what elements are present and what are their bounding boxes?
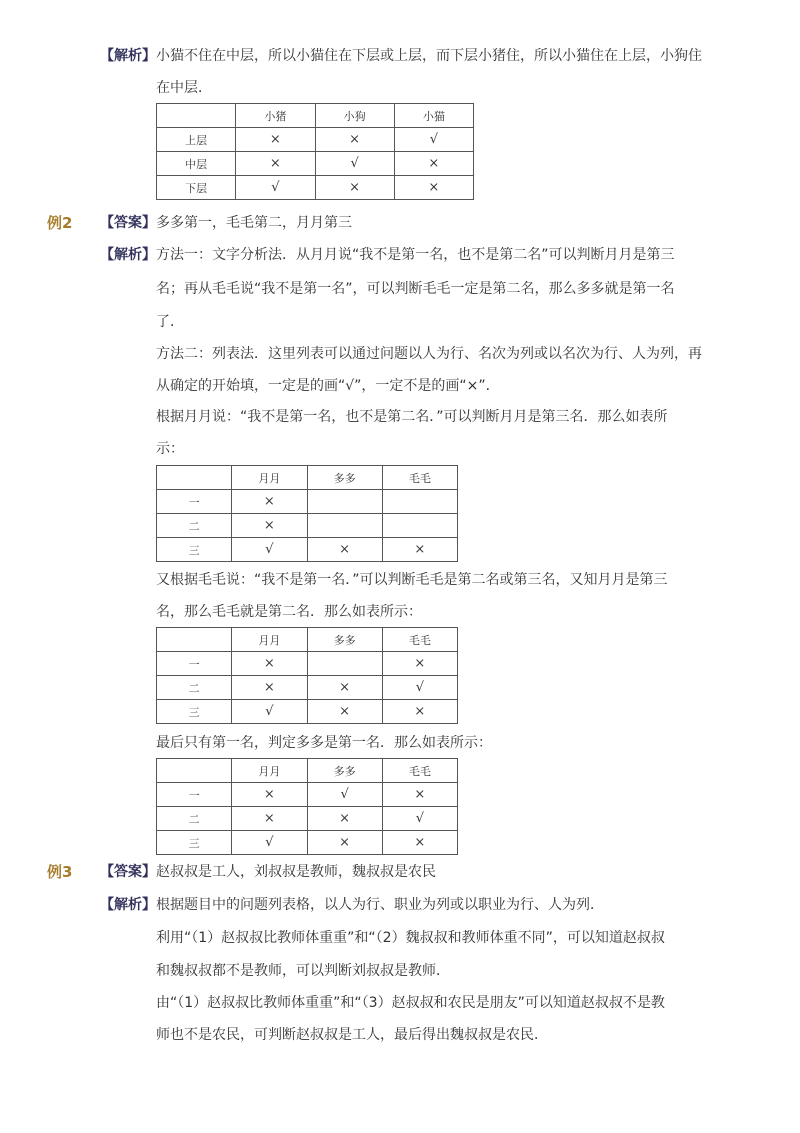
table-cell: × <box>307 676 382 700</box>
analysis-line: 和魏叔叔都不是教师，可以判断刘叔叔是教师． <box>156 963 450 979</box>
answer-text: 赵叔叔是工人，刘叔叔是教师，魏叔叔是农民 <box>156 864 436 880</box>
table-cell <box>157 466 232 490</box>
row-header-cell: 三 <box>157 831 232 855</box>
table-cell: × <box>232 783 307 807</box>
analysis-line: 名；再从毛毛说“我不是第一名”，可以判断毛毛一定是第二名，那么多多就是第一名 <box>156 281 675 297</box>
table-cell: √ <box>394 128 473 152</box>
table-header-cell: 毛毛 <box>382 628 457 652</box>
table-cell: × <box>232 490 307 514</box>
example-label: 例2 <box>47 214 73 232</box>
row-header-cell: 一 <box>157 490 232 514</box>
row-header-cell: 二 <box>157 807 232 831</box>
table-header-row <box>157 628 458 652</box>
analysis-line: 了． <box>156 314 184 330</box>
analysis-line: 利用“（1）赵叔叔比教师体重重”和“（2）魏叔叔和教师体重不同”，可以知道赵叔叔 <box>156 930 665 946</box>
table-cell: × <box>394 152 473 176</box>
table-row <box>157 652 458 676</box>
table-floors <box>156 103 474 200</box>
table-row <box>157 152 474 176</box>
row-header-cell: 上层 <box>157 128 236 152</box>
table-cell: √ <box>382 807 457 831</box>
analysis-line: 又根据毛毛说：“我不是第一名．”可以判断毛毛是第二名或第三名，又知月月是第三 <box>156 572 668 588</box>
table-header-cell: 多多 <box>307 759 382 783</box>
table-ranking-step2 <box>156 627 458 724</box>
answer-tag: 【答案】 <box>100 215 156 231</box>
table-header-cell: 小猫 <box>394 104 473 128</box>
table-cell: √ <box>236 176 315 200</box>
analysis-line: 名，那么毛毛就是第二名．那么如表所示： <box>156 604 422 620</box>
analysis-line: 根据月月说：“我不是第一名，也不是第二名．”可以判断月月是第三名．那么如表所 <box>156 409 668 425</box>
table-header-row <box>157 466 458 490</box>
analysis-line: 在中层． <box>156 80 212 96</box>
table-header-cell: 毛毛 <box>382 759 457 783</box>
table-cell: × <box>315 128 394 152</box>
table-cell: √ <box>315 152 394 176</box>
row-header-cell: 中层 <box>157 152 236 176</box>
row-header-cell: 二 <box>157 514 232 538</box>
table-cell: √ <box>382 676 457 700</box>
analysis-tag: 【解析】 <box>100 48 156 64</box>
table-cell <box>307 490 382 514</box>
table-row <box>157 676 458 700</box>
row-header-cell: 一 <box>157 652 232 676</box>
table-header-cell: 多多 <box>307 466 382 490</box>
table-cell: × <box>232 514 307 538</box>
analysis-line: 方法二：列表法．这里列表可以通过问题以人为行、名次为列或以名次为行、人为列，再 <box>156 346 702 362</box>
answer-text: 多多第一，毛毛第二，月月第三 <box>156 215 352 231</box>
table-cell: × <box>236 152 315 176</box>
table-row <box>157 128 474 152</box>
analysis-line: 师也不是农民，可判断赵叔叔是工人，最后得出魏叔叔是农民． <box>156 1027 548 1043</box>
analysis-tag: 【解析】 <box>100 897 156 913</box>
table-cell <box>157 104 236 128</box>
table-header-cell: 多多 <box>307 628 382 652</box>
table-row <box>157 490 458 514</box>
table-cell: × <box>232 676 307 700</box>
table-cell: × <box>382 700 457 724</box>
table-cell: √ <box>232 700 307 724</box>
table-cell: × <box>382 652 457 676</box>
analysis-line: 由“（1）赵叔叔比教师体重重”和“（3）赵叔叔和农民是朋友”可以知道赵叔叔不是教 <box>156 995 665 1011</box>
table-row <box>157 831 458 855</box>
table-cell: × <box>307 807 382 831</box>
analysis-line: 方法一：文字分析法．从月月说“我不是第一名，也不是第二名”可以判断月月是第三 <box>156 247 675 263</box>
row-header-cell: 三 <box>157 538 232 562</box>
row-header-cell: 三 <box>157 700 232 724</box>
table-cell: × <box>232 807 307 831</box>
table-cell: × <box>307 700 382 724</box>
example-label: 例3 <box>47 863 73 881</box>
table-cell: × <box>307 831 382 855</box>
table-header-cell: 小猪 <box>236 104 315 128</box>
analysis-tag: 【解析】 <box>100 247 156 263</box>
analysis-line: 小猫不住在中层，所以小猫住在下层或上层，而下层小猪住，所以小猫住在上层，小狗住 <box>156 48 702 64</box>
row-header-cell: 下层 <box>157 176 236 200</box>
table-header-cell: 毛毛 <box>382 466 457 490</box>
table-cell: × <box>382 831 457 855</box>
table-header-row <box>157 759 458 783</box>
row-header-cell: 一 <box>157 783 232 807</box>
analysis-line: 根据题目中的问题列表格，以人为行、职业为列或以职业为行、人为列． <box>156 897 604 913</box>
table-header-cell: 月月 <box>232 628 307 652</box>
table-cell: √ <box>307 783 382 807</box>
analysis-line: 从确定的开始填，一定是的画“√”，一定不是的画“×”． <box>156 378 500 394</box>
table-row <box>157 514 458 538</box>
table-cell <box>382 490 457 514</box>
table-cell: × <box>382 783 457 807</box>
table-cell: × <box>394 176 473 200</box>
table-ranking-final <box>156 758 458 855</box>
table-cell <box>157 628 232 652</box>
table-cell: × <box>307 538 382 562</box>
table-ranking-step1 <box>156 465 458 562</box>
table-cell <box>307 652 382 676</box>
table-cell <box>382 514 457 538</box>
analysis-line: 最后只有第一名，判定多多是第一名．那么如表所示： <box>156 735 492 751</box>
table-header-cell: 小狗 <box>315 104 394 128</box>
row-header-cell: 二 <box>157 676 232 700</box>
table-row <box>157 807 458 831</box>
table-cell: × <box>232 652 307 676</box>
table-header-cell: 月月 <box>232 759 307 783</box>
answer-tag: 【答案】 <box>100 864 156 880</box>
table-cell: × <box>236 128 315 152</box>
table-cell: √ <box>232 831 307 855</box>
table-header-cell: 月月 <box>232 466 307 490</box>
table-cell: × <box>382 538 457 562</box>
table-cell <box>157 759 232 783</box>
table-row <box>157 176 474 200</box>
table-cell: √ <box>232 538 307 562</box>
table-row <box>157 700 458 724</box>
table-header-row <box>157 104 474 128</box>
table-cell <box>307 514 382 538</box>
analysis-line: 示： <box>156 441 184 457</box>
table-row <box>157 783 458 807</box>
table-row <box>157 538 458 562</box>
table-cell: × <box>315 176 394 200</box>
